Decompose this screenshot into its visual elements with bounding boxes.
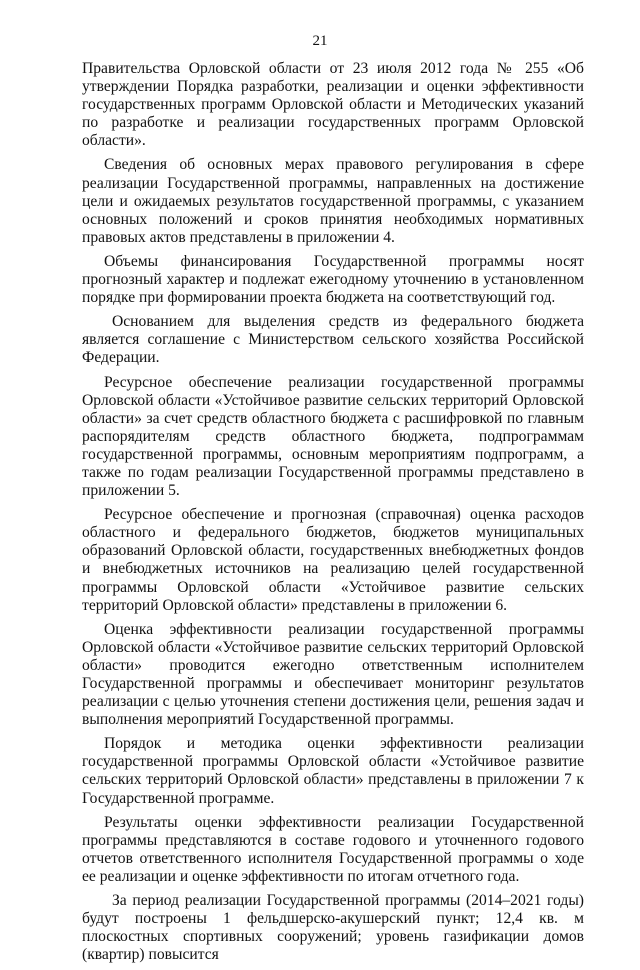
paragraph-evaluation-methodology: Порядок и методика оценки эффективности реализации государственной программы Орловской области «Устойчивое развитие сельских территорий Орловской области» представлены в приложении 7 к Государственной программе. [82,735,584,807]
paragraph-continuation: Правительства Орловской области от 23 июля 2012 года № 255 «Об утверждении Порядка разработки, реализации и оценки эффективности государственных программ Орловской области и Методических указаний по разработке и реализации государственных программ Орловской области». [82,60,584,150]
paragraph-efficiency-evaluation: Оценка эффективности реализации государственной программы Орловской области «Устойчивое развитие сельских территорий Орловской области» проводится ежегодно ответственным исполнителем Государственной программы и обеспечивает мониторинг результатов реализации с целью уточнения степени достижения цели, решения задач и выполнения мероприятий Государственной программы. [82,620,584,729]
paragraph-resource-forecast: Ресурсное обеспечение и прогнозная (справочная) оценка расходов областного и федерального бюджетов, бюджетов муниципальных образований Орловской области, государственных внебюджетных фондов и внебюджетных источников на реализацию целей государственной программы Орловской области «Устойчивое развитие сельских территорий Орловской области» представлены в приложении 6. [82,506,584,614]
paragraph-resource-regional-budget: Ресурсное обеспечение реализации государственной программы Орловской области «Устойчивое развитие сельских территорий Орловской области» за счет средств областного бюджета с расшифровкой по главным распорядителям средств областного бюджета, подпрограммам государственной программы, основным мероприятиям подпрограмм, а также по годам реализации Государственной программы представлено в приложении 5. [82,373,584,500]
body-text [82,60,584,970]
page-number: 21 [312,33,328,49]
paragraph-legal-regulation: Сведения об основных мерах правового регулирования в сфере реализации Государственной программы, направленных на достижение цели и ожидаемых результатов государственной программы, с указанием основных положений и сроков принятия необходимых нормативных правовых актов представлены в приложении 4. [82,156,584,246]
paragraph-federal-funding-basis: Основанием для выделения средств из федерального бюджета является соглашение с Министерством сельского хозяйства Российской Федерации. [82,313,584,367]
paragraph-implementation-period: За период реализации Государственной программы (2014–2021 годы) будут построены 1 фельдшерско-акушерский пункт; 12,4 кв. м плоскостных спортивных сооружений; уровень газификации домов (квартир) повысится [82,892,584,964]
paragraph-financing-volumes: Объемы финансирования Государственной программы носят прогнозный характер и подлежат ежегодному уточнению в установленном порядке при формировании проекта бюджета на соответствующий год. [82,252,584,307]
paragraph-evaluation-results: Результаты оценки эффективности реализации Государственной программы представляются в составе годового и уточненного годового отчетов ответственного исполнителя Государственной программы о ходе ее реализации и оценке эффективности по итогам отчетного года. [82,813,584,885]
